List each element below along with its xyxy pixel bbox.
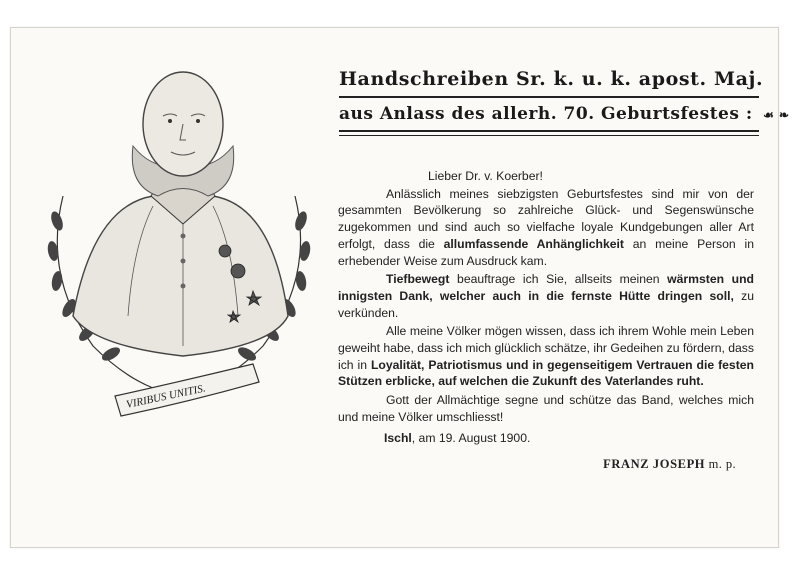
emphasis: Tiefbewegt [386, 272, 450, 287]
title-line-2-text: aus Anlass des allerh. 70. Geburtsfestes : [339, 104, 753, 124]
emphasis: wärmsten und innigsten Dank, welcher auch in die fernste Hütte dringen soll, [338, 272, 754, 303]
emphasis: Loyalität, Patriotismus und in gegenseitigem Vertrauen die festen Stützen erblicke, auf welchen die Zukunft des Vaterlandes ruht. [338, 357, 754, 389]
greeting: Lieber Dr. v. Koerber! [428, 169, 543, 183]
text: Anlässlich meines siebzigsten Geburtsfestes sind mir von der gesammten Bevölkerung so zahlreiche Glück- und Segenswünsche zugekommen und sind auch so vielfache loyale Kundgebungen aller Art erfolgt, dass die [338, 186, 754, 251]
emphasis: allumfassende Anhänglichkeit [443, 236, 624, 251]
paragraph-2 [338, 271, 754, 321]
text: zu verkünden. [338, 288, 754, 320]
signature-suffix: m. p. [705, 457, 736, 472]
title-line-1: Handschreiben Sr. k. u. k. apost. Maj. [339, 68, 759, 98]
place-date [384, 430, 754, 447]
ornament-icon: ☙ ❧ [763, 108, 790, 122]
paragraph-4: Gott der Allmächtige segne und schütze das Band, welches mich und meine Völker umschliesst! [338, 393, 754, 424]
title-line-2 [339, 98, 790, 132]
text: an meine Person in erhebender Weise zum Ausdruck kam. [338, 236, 754, 268]
signature [338, 456, 736, 473]
postcard [10, 27, 790, 548]
heading [339, 68, 790, 132]
signature-name: FRANZ JOSEPH [603, 457, 706, 472]
paragraph-3 [338, 323, 754, 390]
text: Alle meine Völker mögen wissen, dass ich ihrem Wohle mein Leben geweiht habe, dass ich mich glücklich schätze, ihr Gedeihen zu fördern, dass ich in [338, 324, 754, 372]
paragraph-1 [338, 186, 754, 270]
divider [339, 135, 759, 136]
place: Ischl [384, 430, 412, 445]
date: , am 19. August 1900. [411, 430, 531, 445]
motto-text: VIRIBUS UNITIS. [125, 382, 207, 411]
letter-body [338, 168, 754, 475]
text: beauftrage ich Sie, allseits meinen [449, 272, 668, 287]
emperor-portrait [33, 46, 323, 446]
